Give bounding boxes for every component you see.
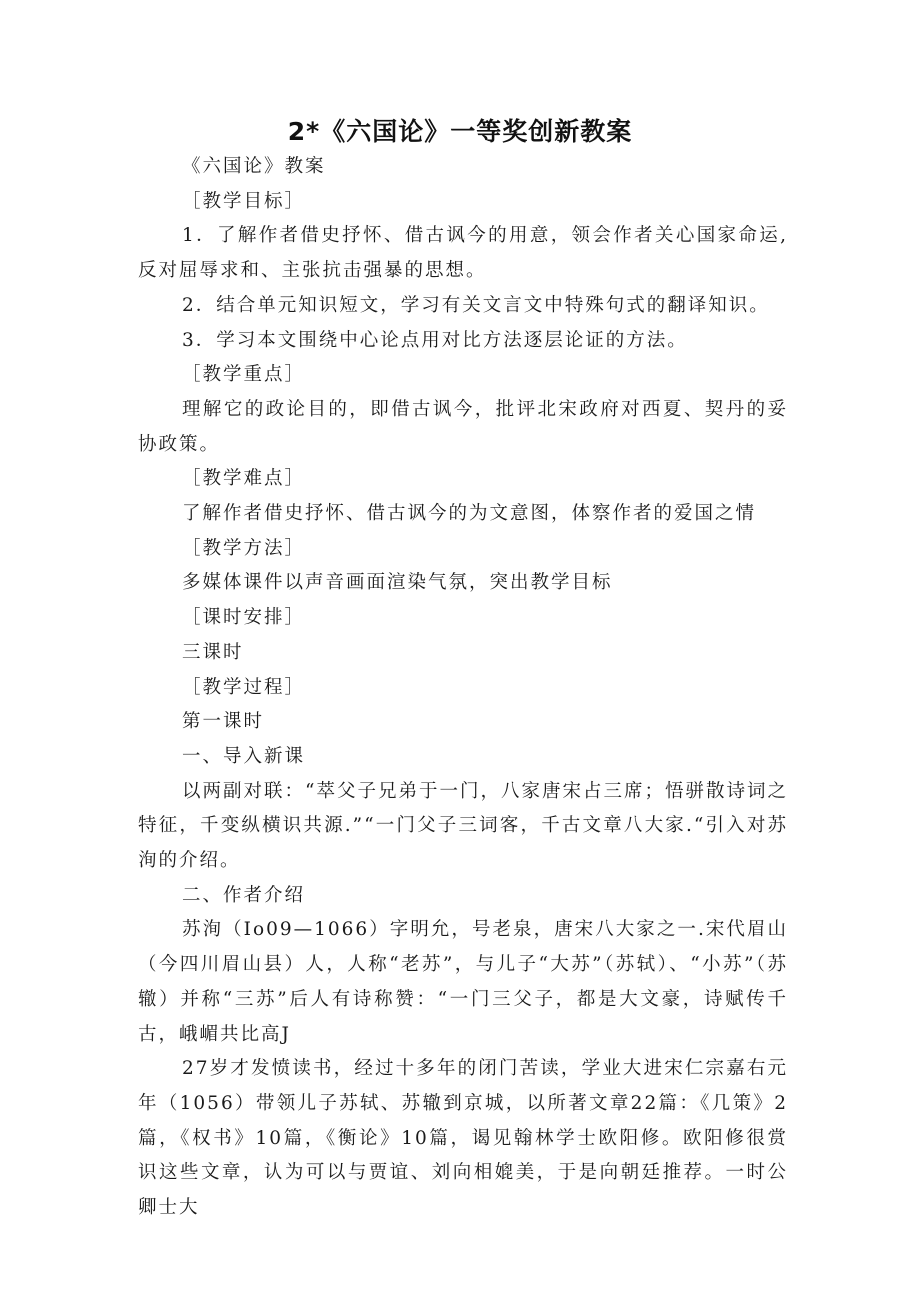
paragraph-difficulties: 了解作者借史抒怀、借古讽今的为文意图，体察作者的爱国之情 [182,503,757,525]
paragraph-goal-2: 2．结合单元知识短文，学习有关文言文中特殊句式的翻译知识。 [182,294,770,316]
document-body [138,150,788,1226]
paragraph-author-2: 27岁才发愤读书，经过十多年的闭门苦读，学业大进宋仁宗嘉右元年（1056）带领儿子苏轼、苏辙到京城，以所著文章22篇：《几策》2篇，《权书》10篇，《衡论》10篇，谒见翰林学士欧阳修。欧阳修很赏识这些文章，认为可以与贾谊、刘向相媲美，于是向朝廷推荐。一时公卿士大 [138,1058,788,1219]
heading-difficulties: ［教学难点］ [182,468,306,490]
heading-process: ［教学过程］ [182,676,306,698]
heading-teaching-goals: ［教学目标］ [182,190,306,212]
paragraph-goal-1: 1．了解作者借史抒怀、借古讽今的用意，领会作者关心国家命运,反对屈辱求和、主张抗击强暴的思想。 [138,225,788,282]
paragraph-author-1: 苏洵（Io09—1066）字明允，号老泉，唐宋八大家之一.宋代眉山（今四川眉山县）人，人称“老苏”，与儿子“大苏”（苏轼）、“小苏”（苏辙）并称“三苏”后人有诗称赞：“一门三父子，都是大文豪，诗赋传千古，峨嵋共比高J [138,919,788,1045]
heading-methods: ［教学方法］ [182,537,306,559]
heading-key-points: ［教学重点］ [182,364,306,386]
paragraph-intro: 以两副对联：“萃父子兄弟于一门，八家唐宋占三席；悟骈散诗词之特征，千变纵横识共源.”“一门父子三词客，千古文章八大家.“引入对苏洵的介绍。 [138,780,788,872]
heading-author: 二、作者介绍 [182,884,306,906]
paragraph-methods: 多媒体课件以声音画面渲染气氛，突出教学目标 [182,572,613,594]
heading-schedule: ［课时安排］ [182,607,306,629]
paragraph-schedule: 三课时 [182,641,244,663]
paragraph-lesson-one: 第一课时 [182,711,265,733]
paragraph-doc-name: 《六国论》教案 [182,156,326,177]
paragraph-goal-3: 3．学习本文围绕中心论点用对比方法逐层论证的方法。 [182,329,688,351]
paragraph-key-points: 理解它的政论目的，即借古讽今，批评北宋政府对西夏、契丹的妥协政策。 [138,398,788,455]
heading-intro: 一、导入新课 [182,745,306,767]
document-title: 2*《六国论》一等奖创新教案 [287,117,633,146]
